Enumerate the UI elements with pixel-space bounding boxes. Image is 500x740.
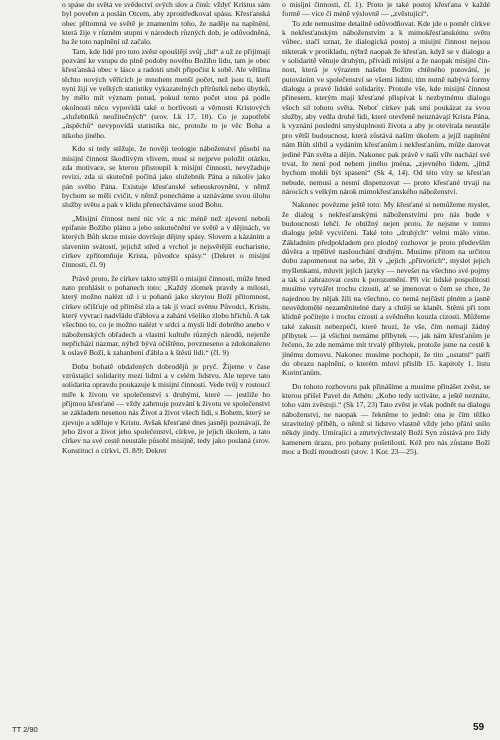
paragraph: o spáse do světa ve svědectví svých slov a činů: vždyť Kristus sám byl poveřen a poslán Otcem, aby zprostředkoval spásu. Křesťanská obec přítomná ve světě je znamením toho, že naděje na naplnění, která žije v různém stupni v národech různých dob, je odůvodněná, ba že toto naplnění už začalo. bbox=[62, 0, 270, 47]
paragraph: Doba bohatě obdařených dobrodějů je pryč. Žijeme v čase vzrůstající solidarity mezi lidmi a v celém lidstvu. Ale teprve tato solidarita opravdu poukazuje k misijní činnosti. Vede tvůj v rostoucí míře k životu ve společenství s druhými, které — jestliže ho přijmou křesťané — vždy zahrnuje pozvání k životu ve společenství se základem nesenou nás Život a život všech lidí, s Bohem, který se zjevuje a sděluje v Kristu. Avšak křesťané dnes jasněji poznávají, že jeho život a život jeho společenství, církve, je jejich úkolem, a tato církev na své cestě neustále působí misijně, tedy jako poslaná (srov. Konstituci o církvi, čl. 8/9; Dekret bbox=[62, 361, 270, 455]
paragraph: Tam, kde lidé pro tuto zvěst opouštějí svůj „lid“ a už ze přijímají pozvání ke vstupu do plně podoby nového Božího lidu, tam je obec křesťanská obec v lásce a radosti smět připočíst k sobě. Ale většina těchto nových věřících je mnohem menší počet, než jsou ti, kteří nyní žijí ve velkých statistiky vykazatelných přírůstků nebo úbytků, by mělo mít význam potud, pokud tento počet stou pá podle okolností něco vypovídá také o horlivosti a věrnosti Kristových „služebníků neužitečných“ (srov. Lk 17, 10). Co je zapotřebí „úspěchů“ nevypovídá statistika nic, protože to je věc Boha a nikoho jiného. bbox=[62, 46, 270, 140]
right-column bbox=[282, 0, 490, 457]
page-number: 59 bbox=[473, 722, 485, 733]
paragraph: „Misijní činnost není nic víc a nic méně než zjevení neboli epifanie Božího plánu a jeho uskutečnění ve světě a v dějinách, ve kterých Bůh skrze misie dovršuje dějiny spásy. Slovem a kázáním a slavením svátostí, jejichž střed a vrchol je nejsvětější eucharistie, církev zpřítomňuje Krista, původce spásy.“ (Dekret o misijní činnosti, čl. 9) bbox=[62, 213, 270, 270]
paragraph: Do tohoto rozhovoru pak přinášíme a musíme přinášet zvěst, se kterou přišel Pavel do Athén: „Koho tedy uctíváte, a ještě neznáte, toho vám zvěstuji.“ (Sk 17, 23) Tato zvěst je však podnět na dialogu náboženství, ne naopak — řekněme to jedně: ona je čím těžko stravitelný příběh, o němž si lidstvo vlastně vždy jeho přání snílo někdy jindy. Umírající a zmrtvýchvstalý Boží Syn zůstává pro židy kamenem úrazu, pro pohany pošetilostí. Kéž pro nás zůstane Boží moc a Boží moudrostí (srov. 1 Kor. 23—25). bbox=[282, 381, 490, 457]
left-column bbox=[62, 0, 270, 455]
paragraph: Kdo si tedy stěžuje, že nověji teologie náboženství působí na misijní činnost škodlivým vlivem, musí si nejprve položit otázku, zda motivace, se kterou přistoupil k misijní činnosti, nevyžaduje revizi, zda si skutečně počíná jako služebník Pána a nikoliv jako pán svého Pána. Existuje křesťanské sebeuskrovnění, v němž bychom se měli cvičit, v němž ponecháme a uznáváme svou úlohu služby světu a pak v klidu přenecháváme soud Bohu. bbox=[62, 144, 270, 210]
paragraph: To zde nemusíme detailně odůvodňovat. Kde jde o poměr církve k nekřesťanským náboženstvím a k mimokřesťanskému světu vůbec, stačí uznat, že dialogická postoj a misijní činnost nejsou nikterak v protikladu, nýbrž naopak že křesťan, když se v dialogu a v solidaritě věnuje druhým, přivádí misijní a že naopak misijní činnost, která je výrazem našeho Božím chtěného putování, je putováním ve společenství se všemi lidmi; tím nutně nabývá formy dialogu a pravé lidské solidarity. Protože vše, kde misijní činnost přinesem, kterým mají křesťané přispívat k nezbytnému dialogu všech sil tohoto světa. Neboť církev pak smí poukázat za svou služby, aby vedla druhé lidi, které otevřeně neuznávají Krista Pána, k vyznání poslední smysluplnosti života a aby je otevírala neustále pro větší budoucnost, která zůstává naším úkolem a jejíž naplnění nám Bůh slíbil a vydáním křesťanům i nekřesťanům, může darovat jediné Pán světa a dějin. Nakonec pak právě v naší víře nachází své trvat, že není pod nebem jiného jména, „zjevného lidem, „jímž bychom mohli být spaseni“ (Sk 4, 14). Od této víry se křesťan nebude, nemusí a nesmí dispenzovat — proto křesťané trvají na nárocích s velkým nárok mimokřesťanského náboženství. bbox=[282, 18, 490, 196]
issue-label: TT 2/90 bbox=[12, 725, 38, 734]
paragraph: o misijní činnosti, čl. 1). Proto je také postoj křesťana v každé formě — více či méně výslovně — „zvěstující“. bbox=[282, 0, 490, 19]
paragraph: Nakonec povězme ještě toto: My křesťané si nemůžeme myslet, že dialog s nekřesťanskými náboženstvími pro nás bude v budoucnosti lehčí. Je obtížný nejen proto, že nejsme v tomto dialogu ještě vycvičeni. Také toto „druhých“ velmi málo víme. Základním předpokladem pro plodný rozhovor je proto především důvěra a trpělivé naslouchání druhým. Musíme přitom na určitou dobu zapomenout na sebe, žít v „jejich „přítvorích“, myslet jejich myšlenkami, mluvit jejich jazyky — nevešet na všechno své pojmy a tak si zahrazovat cestu k porozumění. Při víc lidské pospolitosti musíme vytvářet trochu cizosti, ať se jmenovat o čem se chce, že najednou by nějak žili na všechno, co nemá nejčásti plném a jasně neuvědomělé nezaměnitelné dary a chtějí se klanět. Stěmi při tom klidně počítejte i trochu cizosti a svědného kouzla cizosti. Můžeme také zakusit nebezpečí, které hrozí, že vše, čím nemají žádný příbytek — já všichni nemáme příbytek —, jak nám křesťanům je řečeno, že zde nemáme mít trvalý příbytek, protože jsme na cestě k jinému domovu. Nakonec musíme pochopit, že tito „ostatní“ patří do obrazu naplnění, o kterém mluví příslib 15. kapitoly 1. listu Korinťanům. bbox=[282, 200, 490, 378]
paragraph: Právě proto, že církev takto smýšlí o misijní činnosti, může hned nato prohlásit o pohanech toto: „Každý zlomek pravdy a milosti, který možno nalézt už i u pohanů jako skrytou Boží přítomnost, církev očišťuje od příměsí zla a tak ji vrací svému Původci, Kristu, který vyvrací nadvládu ďáblova a zahání všeliko zlobu hříchů. A tak všechno to, co je možno nalézt v srdci a mysli lidí dobrého anebo v náboženských obřadech a vlastní kultuře různých národů, nejenže nepřichází nazmar, nýbrž bývá očištěno, povzneseno a zdokonaleno k oslavě Boží, k zahanbení ďábla a k štěstí lidí.“ (čl. 9) bbox=[62, 273, 270, 358]
